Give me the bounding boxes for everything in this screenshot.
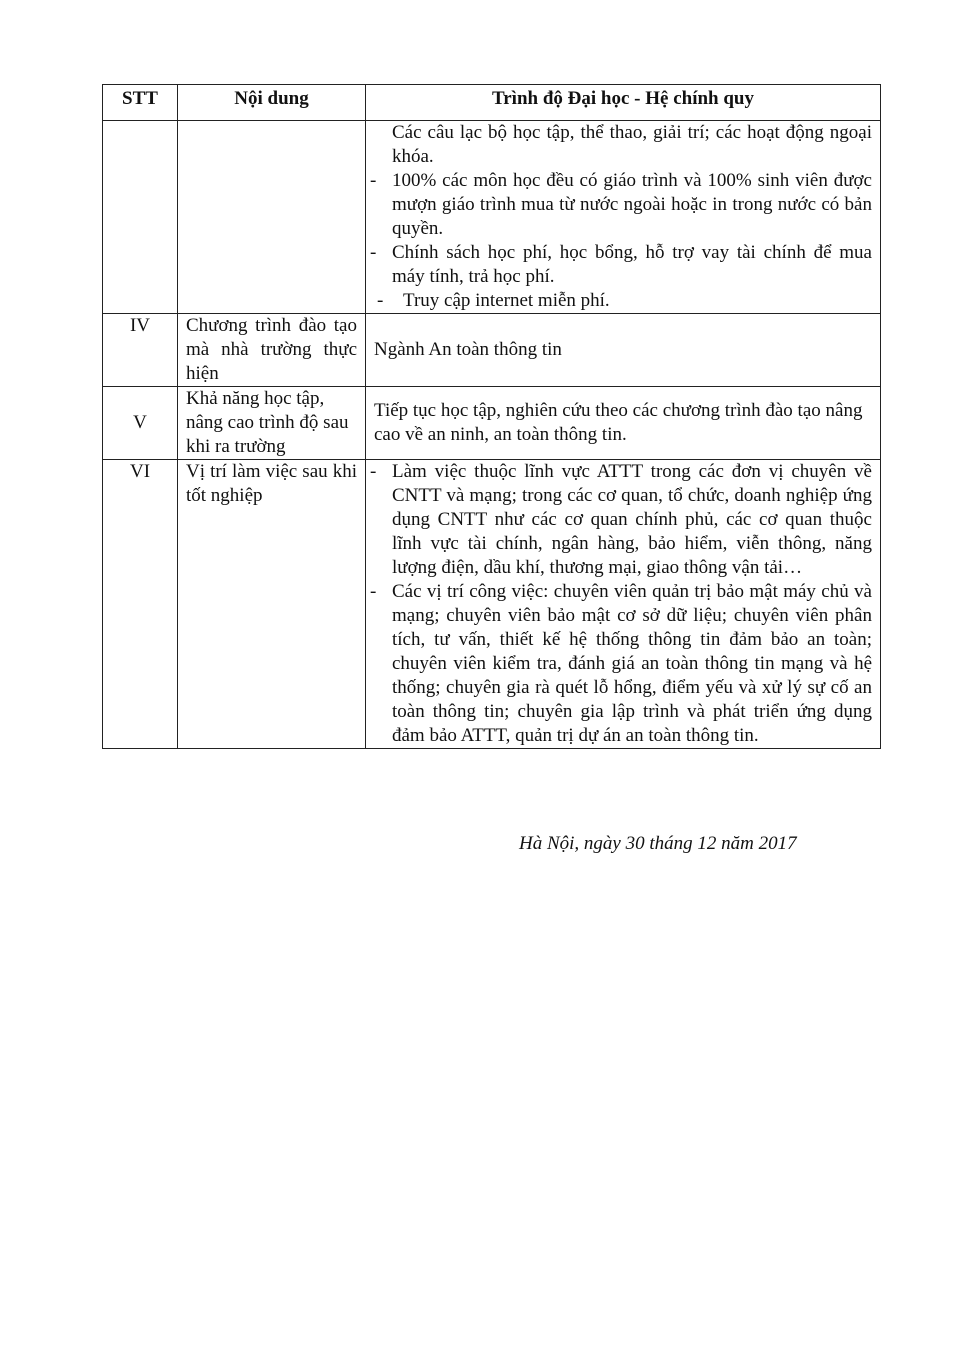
list-item: - Truy cập internet miễn phí. bbox=[374, 289, 872, 313]
list-item: - Chính sách học phí, học bổng, hỗ trợ vay tài chính để mua máy tính, trả học phí. bbox=[374, 241, 872, 289]
list-item: - Làm việc thuộc lĩnh vực ATTT trong các đơn vị chuyên về CNTT và mạng; trong các cơ quan, tổ chức, doanh nghiệp ứng dụng CNTT như các cơ quan chính phủ, các cơ quan thuộc lĩnh vực tài chính, ngân hàng, bảo hiểm, viễn thông, năng lượng điện, dầu khí, thương mại, giao thông vận tải… bbox=[374, 460, 872, 580]
header-stt: STT bbox=[103, 85, 178, 121]
list-item: - 100% các môn học đều có giáo trình và 100% sinh viên được mượn giáo trình mua từ nước ngoài hoặc in trong nước có bản quyền. bbox=[374, 169, 872, 241]
cell-noi-dung: Khả năng học tập, nâng cao trình độ sau khi ra trường bbox=[178, 387, 366, 460]
header-trinh-do: Trình độ Đại học - Hệ chính quy bbox=[366, 85, 881, 121]
list-item: - Các vị trí công việc: chuyên viên quản trị bảo mật máy chủ và mạng; chuyên viên bảo mật cơ sở dữ liệu; chuyên viên phân tích, tư vấn, thiết kế hệ thống thông tin đảm bảo an toàn; chuyên viên kiểm tra, đánh giá an toàn thông tin mạng và hệ thống; chuyên gia rà quét lỗ hổng, điểm yếu và xử lý sự cố an toàn thông tin; chuyên gia lập trình và phát triển ứng dụng đảm bảo ATTT, quản trị dự án an toàn thông tin. bbox=[374, 580, 872, 748]
table-row-vi bbox=[103, 460, 881, 749]
cell-noi-dung-empty bbox=[178, 121, 366, 314]
cell-stt: V bbox=[103, 387, 178, 460]
job-list bbox=[374, 460, 872, 748]
continuation-list bbox=[374, 121, 872, 313]
table-row-v bbox=[103, 387, 881, 460]
header-noi-dung: Nội dung bbox=[178, 85, 366, 121]
place-date-signature: Hà Nội, ngày 30 tháng 12 năm 2017 bbox=[519, 833, 797, 854]
cell-trinh-do: Tiếp tục học tập, nghiên cứu theo các chương trình đào tạo nâng cao về an ninh, an toàn thông tin. bbox=[366, 387, 881, 460]
table-row-iv bbox=[103, 314, 881, 387]
cell-trinh-do: Ngành An toàn thông tin bbox=[366, 314, 881, 387]
table-header-row bbox=[103, 85, 881, 121]
cell-trinh-do-continuation bbox=[366, 121, 881, 314]
cell-stt-empty bbox=[103, 121, 178, 314]
cell-trinh-do bbox=[366, 460, 881, 749]
program-info-table bbox=[102, 84, 881, 749]
cell-stt: VI bbox=[103, 460, 178, 749]
list-item-continuation: Các câu lạc bộ học tập, thể thao, giải trí; các hoạt động ngoại khóa. bbox=[392, 122, 872, 167]
table-row-continuation bbox=[103, 121, 881, 314]
cell-stt: IV bbox=[103, 314, 178, 387]
cell-noi-dung: Chương trình đào tạo mà nhà trường thực hiện bbox=[178, 314, 366, 387]
cell-noi-dung: Vị trí làm việc sau khi tốt nghiệp bbox=[178, 460, 366, 749]
